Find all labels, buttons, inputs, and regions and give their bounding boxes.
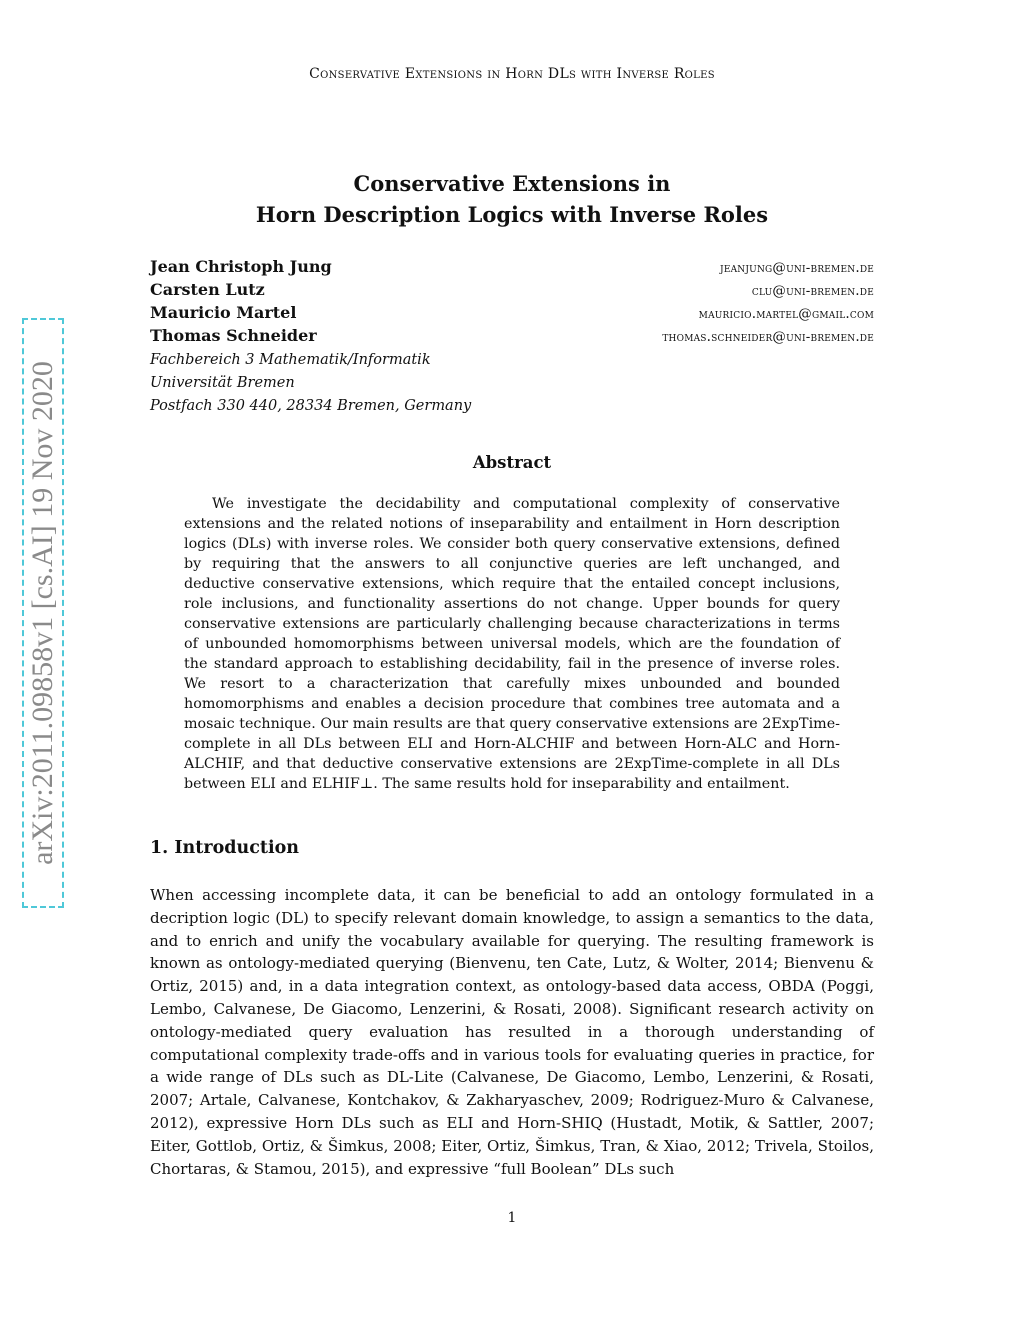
author-row	[150, 280, 874, 303]
author-name: Mauricio Martel	[150, 303, 297, 322]
arxiv-stamp[interactable]	[22, 318, 64, 908]
title-line-1: Conservative Extensions in	[353, 171, 671, 196]
author-row	[150, 257, 874, 280]
author-name: Thomas Schneider	[150, 326, 317, 345]
author-email[interactable]: clu@uni-bremen.de	[751, 283, 874, 299]
affiliation-line: Fachbereich 3 Mathematik/Informatik	[150, 352, 431, 368]
title-line-2: Horn Description Logics with Inverse Roles	[255, 202, 769, 227]
author-row	[150, 303, 874, 326]
affiliation-line: Postfach 330 440, 28334 Bremen, Germany	[150, 398, 472, 414]
affiliation-line: Universität Bremen	[150, 375, 295, 391]
arxiv-identifier[interactable]: arXiv:2011.09858v1 [cs.AI] 19 Nov 2020	[26, 361, 59, 865]
section-heading	[150, 838, 299, 858]
section-title: Introduction	[174, 838, 300, 858]
intro-paragraph: When accessing incomplete data, it can be beneficial to add an ontology formulated in a decription logic (DL) to specify relevant domain knowledge, to assign a semantics to the data, and to enrich and unify the vocabulary available for querying. The resulting framework is known as ontology-mediated querying (Bienvenu, ten Cate, Lutz, & Wolter, 2014; Bienvenu & Ortiz, 2015) and, in a data integration context, as ontology-based data access, OBDA (Poggi, Lembo, Calvanese, De Giacomo, Lenzerini, & Rosati, 2008). Significant research activity on ontology-mediated query evaluation has resulted in a thorough understanding of computational complexity trade-offs and in various tools for evaluating queries in practice, for a wide range of DLs such as DL-Lite (Calvanese, De Giacomo, Lembo, Lenzerini, & Rosati, 2007; Artale, Calvanese, Kontchakov, & Zakharyaschev, 2009; Rodriguez-Muro & Calvanese, 2012), expressive Horn DLs such as ELI and Horn-SHIQ (Hustadt, Motik, & Sattler, 2007; Eiter, Gottlob, Ortiz, & Šimkus, 2008; Eiter, Ortiz, Šimkus, Tran, & Xiao, 2012; Trivela, Stoilos, Chortaras, & Stamou, 2015), and expressive “full Boolean” DLs such	[150, 886, 874, 1178]
abstract-heading: Abstract	[472, 453, 552, 472]
author-name: Jean Christoph Jung	[150, 257, 332, 276]
abstract-text: We investigate the decidability and computational complexity of conservative extensions and the related notions of inseparability and entailment in Horn description logics (DLs) with inverse roles. We consider both query conservative extensions, defined by requiring that the answers to all conjunctive queries are left unchanged, and deductive conservative extensions, which require that the entailed concept inclusions, role inclusions, and functionality assertions do not change. Upper bounds for query conservative extensions are particularly challenging because characterizations in terms of unbounded homomorphisms between universal models, which are the foundation of the standard approach to establishing decidability, fail in the presence of inverse roles. We resort to a characterization that carefully mixes unbounded and bounded homomorphisms and enables a decision procedure that combines tree automata and a mosaic technique. Our main results are that query conservative extensions are 2ExpTime-complete in all DLs between ELI and Horn-ALCHIF and between Horn-ALC and Horn-ALCHIF, and that deductive conservative extensions are 2ExpTime-complete in all DLs between ELI and ELHIF⊥. The same results hold for inseparability and entailment.	[184, 496, 840, 792]
author-email[interactable]: mauricio.martel@gmail.com	[698, 306, 874, 322]
running-head: Conservative Extensions in Horn DLs with Inverse Roles	[309, 66, 715, 82]
author-email[interactable]: jeanjung@uni-bremen.de	[720, 260, 874, 276]
author-email[interactable]: thomas.schneider@uni-bremen.de	[662, 329, 874, 345]
section-number: 1.	[150, 838, 169, 858]
paper-title	[150, 168, 874, 230]
intro-body	[150, 884, 874, 1180]
page-number: 1	[507, 1210, 517, 1226]
author-name: Carsten Lutz	[150, 280, 265, 299]
author-block	[150, 257, 874, 418]
author-row	[150, 326, 874, 349]
abstract-body	[184, 494, 840, 794]
